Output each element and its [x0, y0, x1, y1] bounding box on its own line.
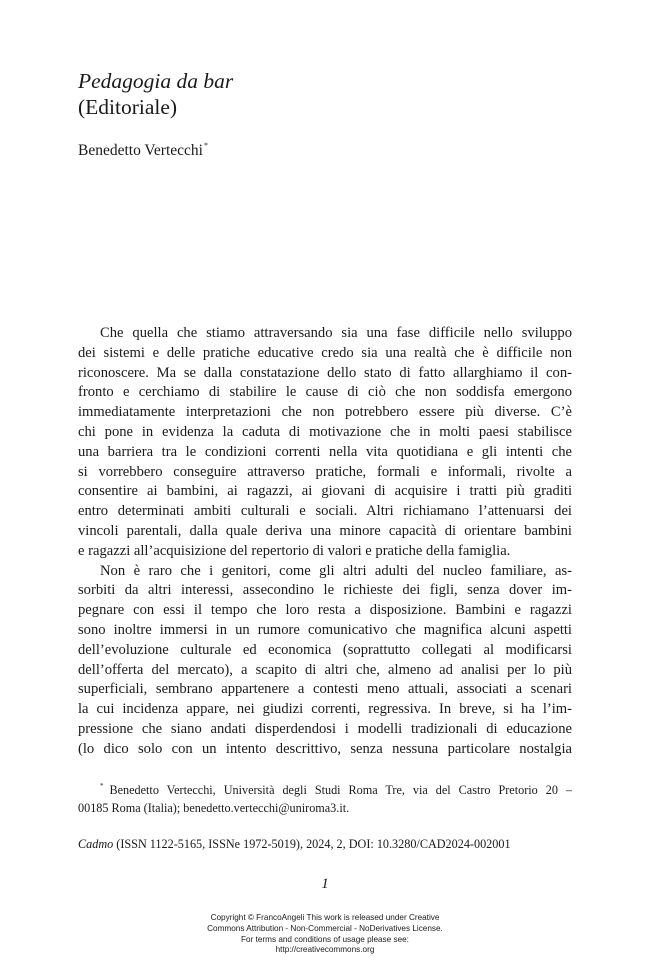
- footnote-affiliation: Benedetto Vertecchi, Università degli Studi Roma Tre, via del Castro Pretorio 20 –: [109, 783, 572, 797]
- body-line: superficiali, sembrano appartenere a contesti meno attuali, associati a scenari: [78, 681, 572, 698]
- footnote-line: [78, 800, 572, 818]
- page-number: 1: [321, 876, 329, 892]
- body-line: Che quella che stiamo attraversando sia una fase difficile nello sviluppo: [100, 325, 572, 341]
- author-footnote-mark: *: [203, 141, 208, 150]
- author-footnote: [78, 778, 572, 817]
- footnote-mark: *: [100, 782, 104, 790]
- body-line: una barriera tra le condizioni correnti nella vita quotidiana e gli intenti che: [78, 443, 572, 460]
- license-line: Copyright © FrancoAngeli This work is released under Creative: [210, 913, 440, 922]
- footnote-address: 00185 Roma (Italia); benedetto.vertecchi@uniroma3.it.: [78, 800, 350, 815]
- body-line: chi pone in evidenza la caduta di motivazione che in molti paesi stabilisce: [78, 423, 572, 440]
- author-line: [78, 136, 208, 161]
- body-line: vincoli parentali, dalla quale deriva una minore capacità di orientare bambini: [78, 522, 572, 539]
- article-title: [78, 68, 233, 120]
- article-body: [78, 324, 572, 760]
- body-line: Non è raro che i genitori, come gli altri adulti del nucleo familiare, as-: [100, 562, 572, 579]
- license-line: Commons Attribution - Non-Commercial - NoDerivatives License.: [207, 923, 443, 933]
- footnote-line: [78, 778, 572, 800]
- body-line: pegnare con essi il tempo che loro resta a disposizione. Bambini e ragazzi: [78, 602, 572, 619]
- body-line: fronto e cerchiamo di stabilire le cause di ciò che non soddisfa emergono: [78, 384, 572, 401]
- author-name: Benedetto Vertecchi: [78, 142, 203, 159]
- body-line: dei sistemi e delle pratiche educative credo sia una realtà che è difficile non: [78, 344, 572, 361]
- title-main: Pedagogia da bar: [78, 69, 234, 93]
- journal-citation: [78, 836, 511, 853]
- body-line: e ragazzi all’acquisizione del repertorio di valori e pratiche della famiglia.: [78, 542, 511, 559]
- body-line: sono inoltre immersi in un rumore comunicativo che magnifica alcuni aspetti: [78, 621, 572, 638]
- body-line: immediatamente interpretazioni che non potrebbero essere più diverse. C’è: [78, 404, 572, 421]
- body-line: dell’offerta del mercato), a scapito di altri che, almeno ad analisi per lo più: [78, 661, 572, 678]
- citation-details: (ISSN 1122-5165, ISSNe 1972-5019), 2024, 2, DOI: 10.3280/CAD2024-002001: [113, 837, 511, 851]
- body-line: entro determinati ambiti culturali e sociali. Altri richiamano l’attenuarsi dei: [78, 503, 572, 520]
- body-line: consentire ai bambini, ai ragazzi, ai giovani di acquisire i tratti più graditi: [78, 483, 572, 500]
- body-line: la cui incidenza appare, nei giudizi correnti, regressiva. In breve, si ha l’im-: [78, 701, 572, 718]
- body-line: sorbiti da altri interessi, assecondino le richieste dei figli, senza dover im-: [78, 582, 572, 599]
- license-notice: [0, 913, 650, 956]
- title-subtitle: (Editoriale): [78, 95, 178, 119]
- license-link[interactable]: http://creativecommons.org: [275, 945, 375, 955]
- body-line: dell’evoluzione culturale ed economica (soprattutto collegati al modificarsi: [78, 641, 572, 658]
- body-line: pressione che siano andati disperdendosi i modelli tradizionali di educazione: [78, 720, 572, 737]
- journal-name: Cadmo: [78, 837, 114, 851]
- body-line: riconoscere. Ma se dalla constatazione dello stato di fatto allarghiamo il con-: [78, 364, 572, 381]
- body-line: si vorrebbero conseguire attraverso pratiche, formali e informali, rivolte a: [78, 463, 572, 480]
- license-line: For terms and conditions of usage please see:: [241, 934, 409, 944]
- body-line: (lo dico solo con un intento descrittivo, senza nessuna particolare nostalgia: [78, 740, 572, 757]
